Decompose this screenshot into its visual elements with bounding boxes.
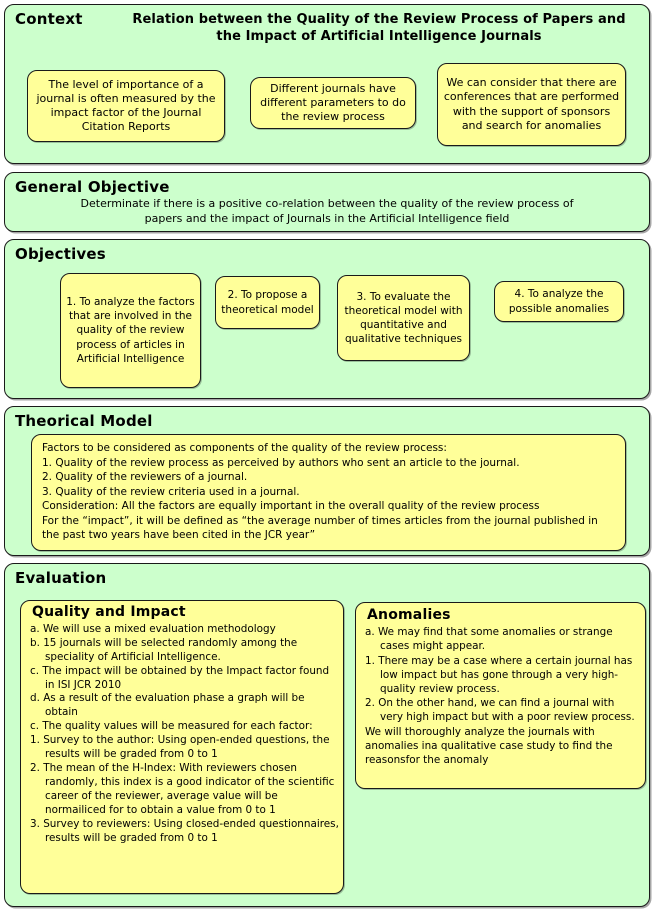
anomalies-footer: We will thoroughly analyze the journals with anomalies ina qualitative case study to find the reasonsfor the anomaly bbox=[365, 725, 613, 767]
theorical-model-line: 2. Quality of the reviewers of a journal. bbox=[42, 471, 248, 483]
context-box-conferences bbox=[437, 63, 626, 146]
theorical-model-line: Consideration: All the factors are equally important in the overall quality of the review process bbox=[42, 500, 540, 512]
general-objective-section-label: General Objective bbox=[15, 178, 170, 196]
theorical-model-line: 3. Quality of the review criteria used in a journal. bbox=[42, 485, 300, 498]
anomalies-item: a. We may find that some anomalies or strange cases might appear. bbox=[365, 626, 613, 653]
anomalies-item: 2. On the other hand, we can find a journal with very high impact but with a poor review process. bbox=[365, 697, 635, 724]
general-objective-line-2: papers and the impact of Journals in the Artificial Intelligence field bbox=[144, 212, 510, 225]
quality-and-impact-title: Quality and Impact bbox=[32, 604, 186, 620]
objective-text: 3. To evaluate the theoretical model with quantitative and qualitative techniques bbox=[344, 290, 463, 346]
quality-and-impact-box bbox=[20, 600, 344, 894]
context-box-journal-parameters bbox=[250, 77, 416, 129]
anomalies-item: 1. There may be a case where a certain journal has low impact but has gone through a very high-quality review process. bbox=[365, 654, 633, 696]
objective-box-4 bbox=[494, 281, 624, 322]
context-panel bbox=[4, 4, 650, 164]
context-box-text: Different journals have different parameters to do the review process bbox=[260, 81, 406, 124]
theorical-model-panel bbox=[4, 406, 650, 556]
evaluation-section-label: Evaluation bbox=[15, 569, 107, 587]
objective-box-1 bbox=[60, 273, 201, 388]
context-box-text: The level of importance of a journal is often measured by the impact factor of the Journal Citation Reports bbox=[36, 77, 216, 134]
quality-impact-item: 2. The mean of the H-Index: With reviewers chosen randomly, this index is a good indicator of the scientific career of the reviewer, average value will be normailiced for to obtain a value from 0 to 1 bbox=[30, 761, 335, 816]
objective-box-2 bbox=[215, 276, 320, 329]
objectives-panel bbox=[4, 239, 650, 399]
quality-impact-item: 1. Survey to the author: Using open-ended questions, the results will be graded from 0 to 1 bbox=[30, 734, 330, 761]
evaluation-panel bbox=[4, 563, 650, 907]
objective-text: 4. To analyze the possible anomalies bbox=[508, 288, 610, 315]
theorical-model-box bbox=[31, 434, 626, 551]
theorical-model-line: Factors to be considered as components of the quality of the review process: bbox=[42, 442, 447, 454]
quality-impact-item: c. The quality values will be measured for each factor: bbox=[30, 720, 313, 733]
objective-box-3 bbox=[337, 275, 470, 361]
general-objective-line-1: Determinate if there is a positive co-relation between the quality of the review process of bbox=[80, 197, 574, 210]
context-title-line-1: Relation between the Quality of the Review Process of Papers and bbox=[132, 12, 626, 27]
context-title-line-2: the Impact of Artificial Intelligence Journals bbox=[216, 29, 542, 44]
theorical-model-section-label: Theorical Model bbox=[15, 412, 153, 430]
quality-impact-item: d. As a result of the evaluation phase a graph will be obtain bbox=[30, 692, 305, 719]
context-box-text: We can consider that there are conferences that are performed with the support of sponsors and search for anomalies bbox=[443, 76, 620, 132]
anomalies-title: Anomalies bbox=[367, 607, 451, 623]
quality-impact-item: a. We will use a mixed evaluation methodology bbox=[30, 622, 276, 635]
objective-text: 2. To propose a theoretical model bbox=[221, 289, 314, 316]
theorical-model-line: 1. Quality of the review process as perceived by authors who sent an article to the journal. bbox=[42, 456, 520, 469]
quality-impact-item: b. 15 journals will be selected randomly among the speciality of Artificial Intelligence. bbox=[30, 636, 298, 663]
objective-text: 1. To analyze the factors that are involved in the quality of the review process of articles in Artificial Intelligence bbox=[66, 295, 195, 365]
quality-impact-item: c. The impact will be obtained by the Impact factor found in ISI JCR 2010 bbox=[30, 664, 330, 691]
context-title bbox=[111, 11, 647, 45]
objectives-section-label: Objectives bbox=[15, 245, 106, 263]
general-objective-text bbox=[19, 196, 635, 226]
theorical-model-line: For the “impact”, it will be defined as “the average number of times articles from the journal published in the past two years have been cited in the JCR year” bbox=[42, 514, 598, 541]
context-box-impact-factor bbox=[27, 70, 225, 142]
quality-impact-item: 3. Survey to reviewers: Using closed-ended questionnaires, results will be graded from 0 to 1 bbox=[30, 817, 339, 844]
anomalies-box bbox=[355, 602, 646, 789]
context-section-label: Context bbox=[15, 10, 83, 28]
general-objective-panel bbox=[4, 172, 650, 232]
